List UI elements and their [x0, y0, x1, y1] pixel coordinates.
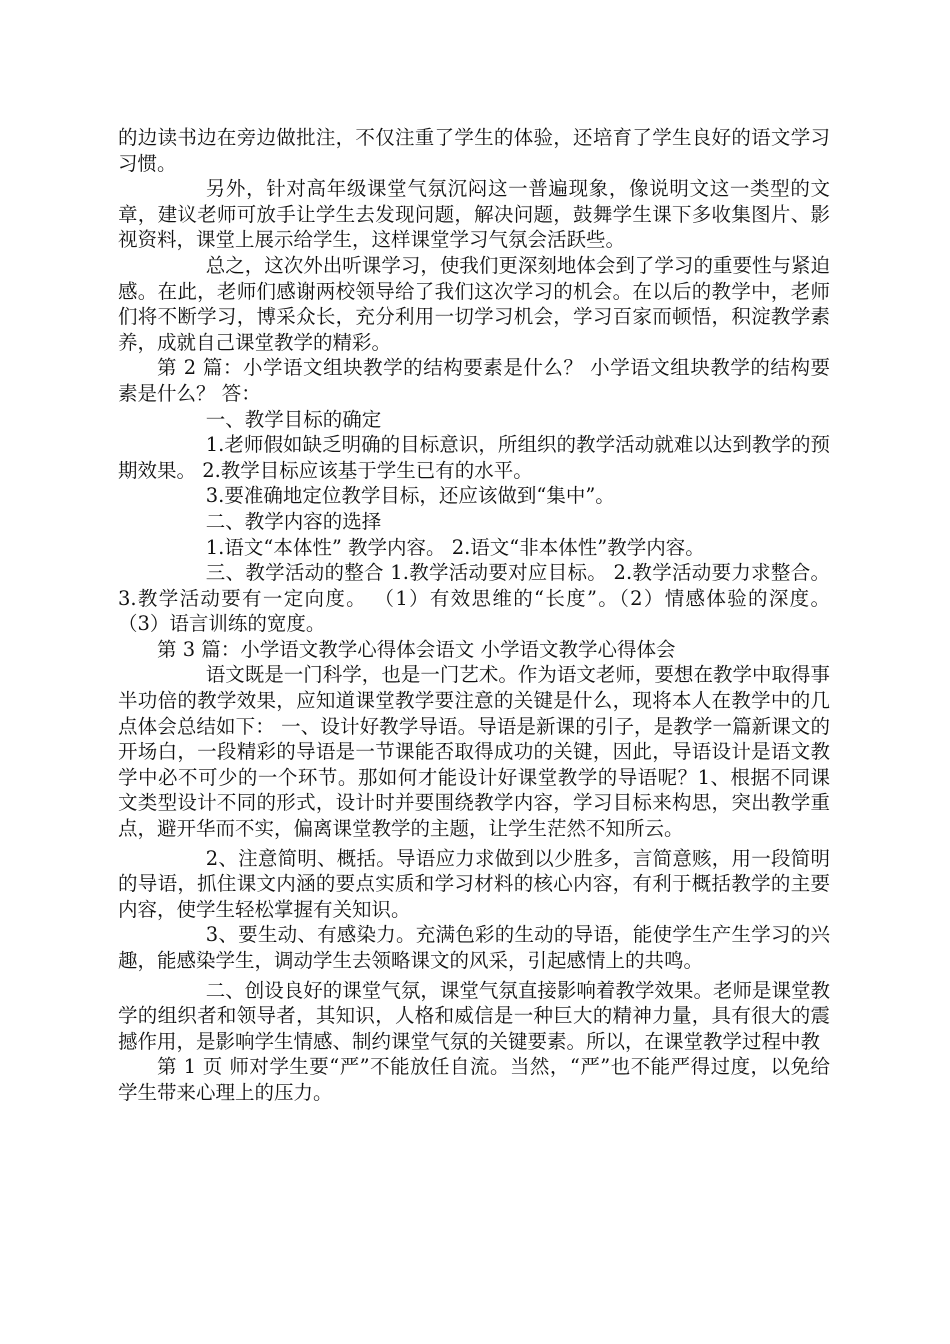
section-heading: 第 2 篇：小学语文组块教学的结构要素是什么？ 小学语文组块教学的结构要素是什么？ 答：: [118, 356, 830, 405]
paragraph: 1.语文“本体性” 教学内容。 2.语文“非本体性”教学内容。: [205, 535, 705, 559]
paragraph: 语文既是一门科学，也是一门艺术。作为语文老师，要想在教学中取得事半功倍的教学效果，应知道课堂教学要注意的关键是什么，现将本人在教学中的几点体会总结如下： 一、设计好教学导语。导语是新课的引子，是教学一篇新课文的开场白，一段精彩的导语是一节课能否取得成功的关键，因此，导语设计是语文教学中必不可少的一个环节。那如何才能设计好课堂教学的导语呢？1、根据不同课文类型设计不同的形式，设计时并要围绕教学内容，学习目标来构思，突出教学重点，避开华而不实，偏离课堂教学的主题，让学生茫然不知所云。: [118, 663, 830, 841]
subheading: 一、教学目标的确定: [205, 407, 382, 431]
page-footer-paragraph: 第 1 页 师对学生要“严”不能放任自流。当然，“严”也不能严得过度，以免给学生带来心理上的压力。: [118, 1055, 830, 1104]
paragraph: 的边读书边在旁边做批注，不仅注重了学生的体验，还培育了学生良好的语文学习习惯。: [118, 126, 830, 175]
paragraph: 2、注意简明、概括。导语应力求做到以少胜多，言简意赅，用一段简明的导语，抓住课文内涵的要点实质和学习材料的核心内容，有利于概括教学的主要内容，使学生轻松掌握有关知识。: [118, 846, 830, 921]
paragraph: 3、要生动、有感染力。充满色彩的生动的导语，能使学生产生学习的兴趣，能感染学生，调动学生去领略课文的风采，引起感情上的共鸣。: [118, 923, 830, 972]
paragraph: 另外，针对高年级课堂气氛沉闷这一普遍现象，像说明文这一类型的文章，建议老师可放手让学生去发现问题，解决问题，鼓舞学生课下多收集图片、影视资料，课堂上展示给学生，这样课堂学习气氛会活跃些。: [118, 177, 830, 252]
document-body: [118, 125, 830, 1106]
subheading: 二、教学内容的选择: [205, 509, 382, 533]
paragraph: 二、创设良好的课堂气氛，课堂气氛直接影响着教学效果。老师是课堂教学的组织者和领导者，其知识，人格和威信是一种巨大的精神力量，具有很大的震撼作用，是影响学生情感、制约课堂气氛的关键要素。所以，在课堂教学过程中教: [118, 978, 830, 1053]
section-heading: 第 3 篇：小学语文教学心得体会语文 小学语文教学心得体会: [157, 637, 676, 661]
paragraph: 三、教学活动的整合 1.教学活动要对应目标。 2.教学活动要力求整合。 3.教学活动要有一定向度。 （1）有效思维的“长度”。（2）情感体验的深度。 （3）语言训练的宽度。: [118, 561, 830, 636]
paragraph: 3.要准确地定位教学目标，还应该做到“集中”。: [205, 484, 615, 508]
paragraph: 1.老师假如缺乏明确的目标意识，所组织的教学活动就难以达到教学的预期效果。 2.教学目标应该基于学生已有的水平。: [118, 433, 830, 482]
paragraph: 总之，这次外出听课学习，使我们更深刻地体会到了学习的重要性与紧迫感。在此，老师们感谢两校领导给了我们这次学习的机会。在以后的教学中，老师们将不断学习，博采众长，充分利用一切学习机会，学习百家而顿悟，积淀教学素养，成就自己课堂教学的精彩。: [118, 253, 830, 354]
